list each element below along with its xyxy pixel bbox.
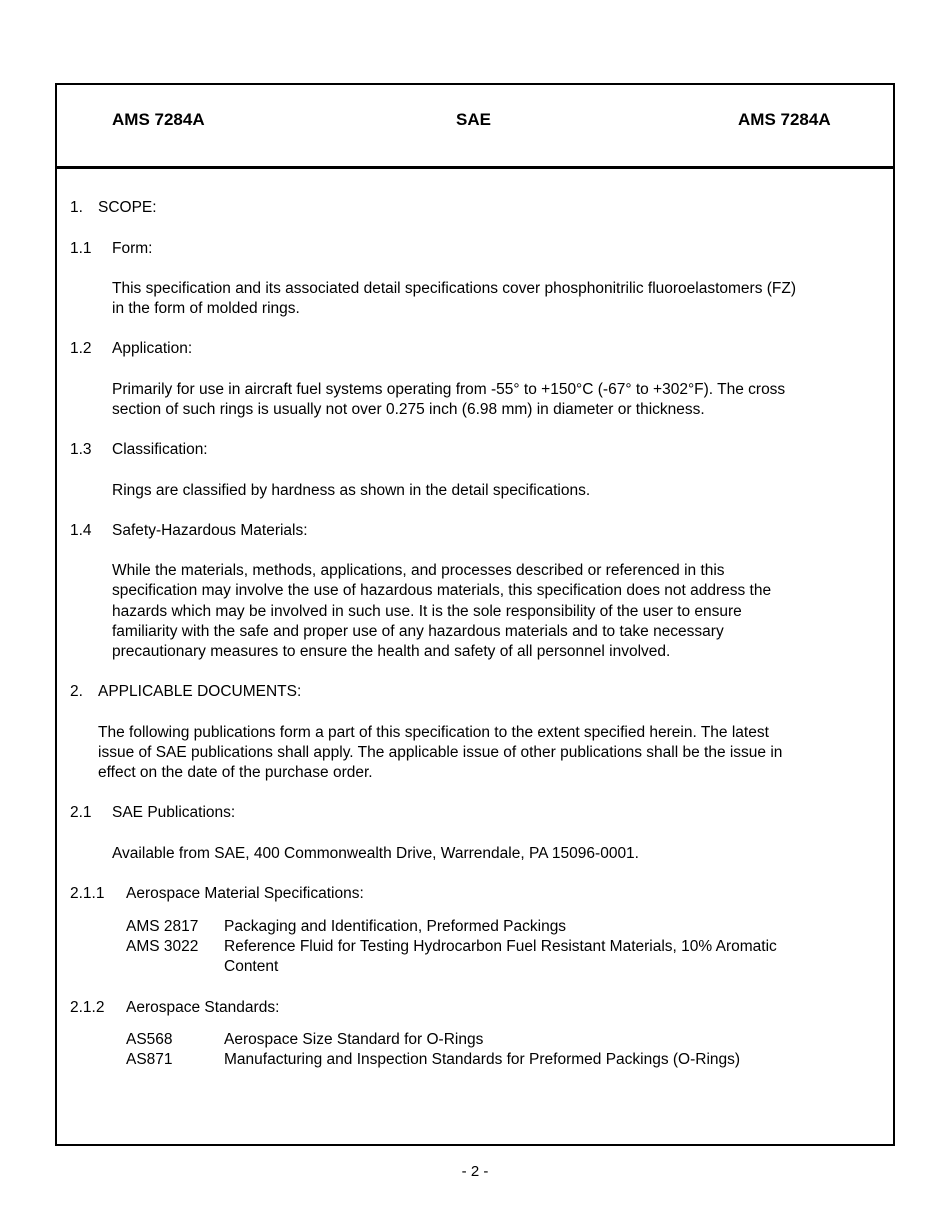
section-1-4-number: 1.4 (70, 522, 92, 539)
section-1-4-text: precautionary measures to ensure the health and safety of all personnel involved. (112, 643, 671, 660)
section-1-3-title: Classification: (112, 441, 208, 458)
section-2-1-1-title: Aerospace Material Specifications: (126, 885, 364, 902)
section-1-4-text: While the materials, methods, applications, and processes described or referenced in this (112, 562, 725, 579)
standard-description: Aerospace Size Standard for O-Rings (224, 1031, 484, 1048)
section-1-1-text: in the form of molded rings. (112, 300, 300, 317)
section-1-4-text: familiarity with the safe and proper use of any hazardous materials and to take necessary (112, 623, 724, 640)
section-1-4-text: specification may involve the use of hazardous materials, this specification does not address the (112, 582, 772, 599)
section-1-title: SCOPE: (98, 199, 157, 216)
section-1-1-number: 1.1 (70, 240, 92, 257)
section-2-number: 2. (70, 683, 83, 700)
header-org: SAE (456, 110, 491, 129)
section-1-2-number: 1.2 (70, 340, 92, 357)
section-2-1-title: SAE Publications: (112, 804, 236, 821)
standard-description: Manufacturing and Inspection Standards for Preformed Packings (O-Rings) (224, 1051, 741, 1068)
section-2-text: issue of SAE publications shall apply. The applicable issue of other publications shall be the issue in (98, 744, 783, 761)
section-1-2-text: Primarily for use in aircraft fuel systems operating from -55° to +150°C (-67° to +302°F). The cross (112, 381, 786, 398)
section-2-1-text: Available from SAE, 400 Commonwealth Drive, Warrendale, PA 15096-0001. (112, 845, 639, 862)
section-2-1-number: 2.1 (70, 804, 92, 821)
section-1-number: 1. (70, 199, 83, 216)
page-number: - 2 - (461, 1163, 489, 1180)
standard-code: AS568 (126, 1031, 173, 1048)
section-1-3-text: Rings are classified by hardness as shown in the detail specifications. (112, 482, 591, 499)
section-2-1-1-number: 2.1.1 (70, 885, 105, 902)
standard-code: AS871 (126, 1051, 173, 1068)
header-divider (55, 166, 895, 169)
section-2-1-2-number: 2.1.2 (70, 999, 105, 1016)
section-1-1-text: This specification and its associated detail specifications cover phosphonitrilic fluoroelastomers (FZ) (112, 280, 797, 297)
section-1-2-text: section of such rings is usually not over 0.275 inch (6.98 mm) in diameter or thickness. (112, 401, 705, 418)
header-doc-number-left: AMS 7284A (112, 110, 205, 129)
section-2-text: The following publications form a part of this specification to the extent specified herein. The latest (98, 724, 769, 741)
section-1-3-number: 1.3 (70, 441, 92, 458)
section-1-4-title: Safety-Hazardous Materials: (112, 522, 308, 539)
spec-description: Packaging and Identification, Preformed Packings (224, 918, 567, 935)
section-2-text: effect on the date of the purchase order. (98, 764, 373, 781)
section-2-1-2-title: Aerospace Standards: (126, 999, 280, 1016)
spec-description: Reference Fluid for Testing Hydrocarbon Fuel Resistant Materials, 10% Aromatic (224, 938, 777, 955)
header-doc-number-right: AMS 7284A (738, 110, 831, 129)
section-2-title: APPLICABLE DOCUMENTS: (98, 683, 302, 700)
spec-code: AMS 3022 (126, 938, 199, 955)
spec-description: Content (224, 958, 279, 975)
section-1-1-title: Form: (112, 240, 153, 257)
section-1-2-title: Application: (112, 340, 193, 357)
section-1-4-text: hazards which may be involved in such use. It is the sole responsibility of the user to ensure (112, 603, 742, 620)
spec-code: AMS 2817 (126, 918, 199, 935)
